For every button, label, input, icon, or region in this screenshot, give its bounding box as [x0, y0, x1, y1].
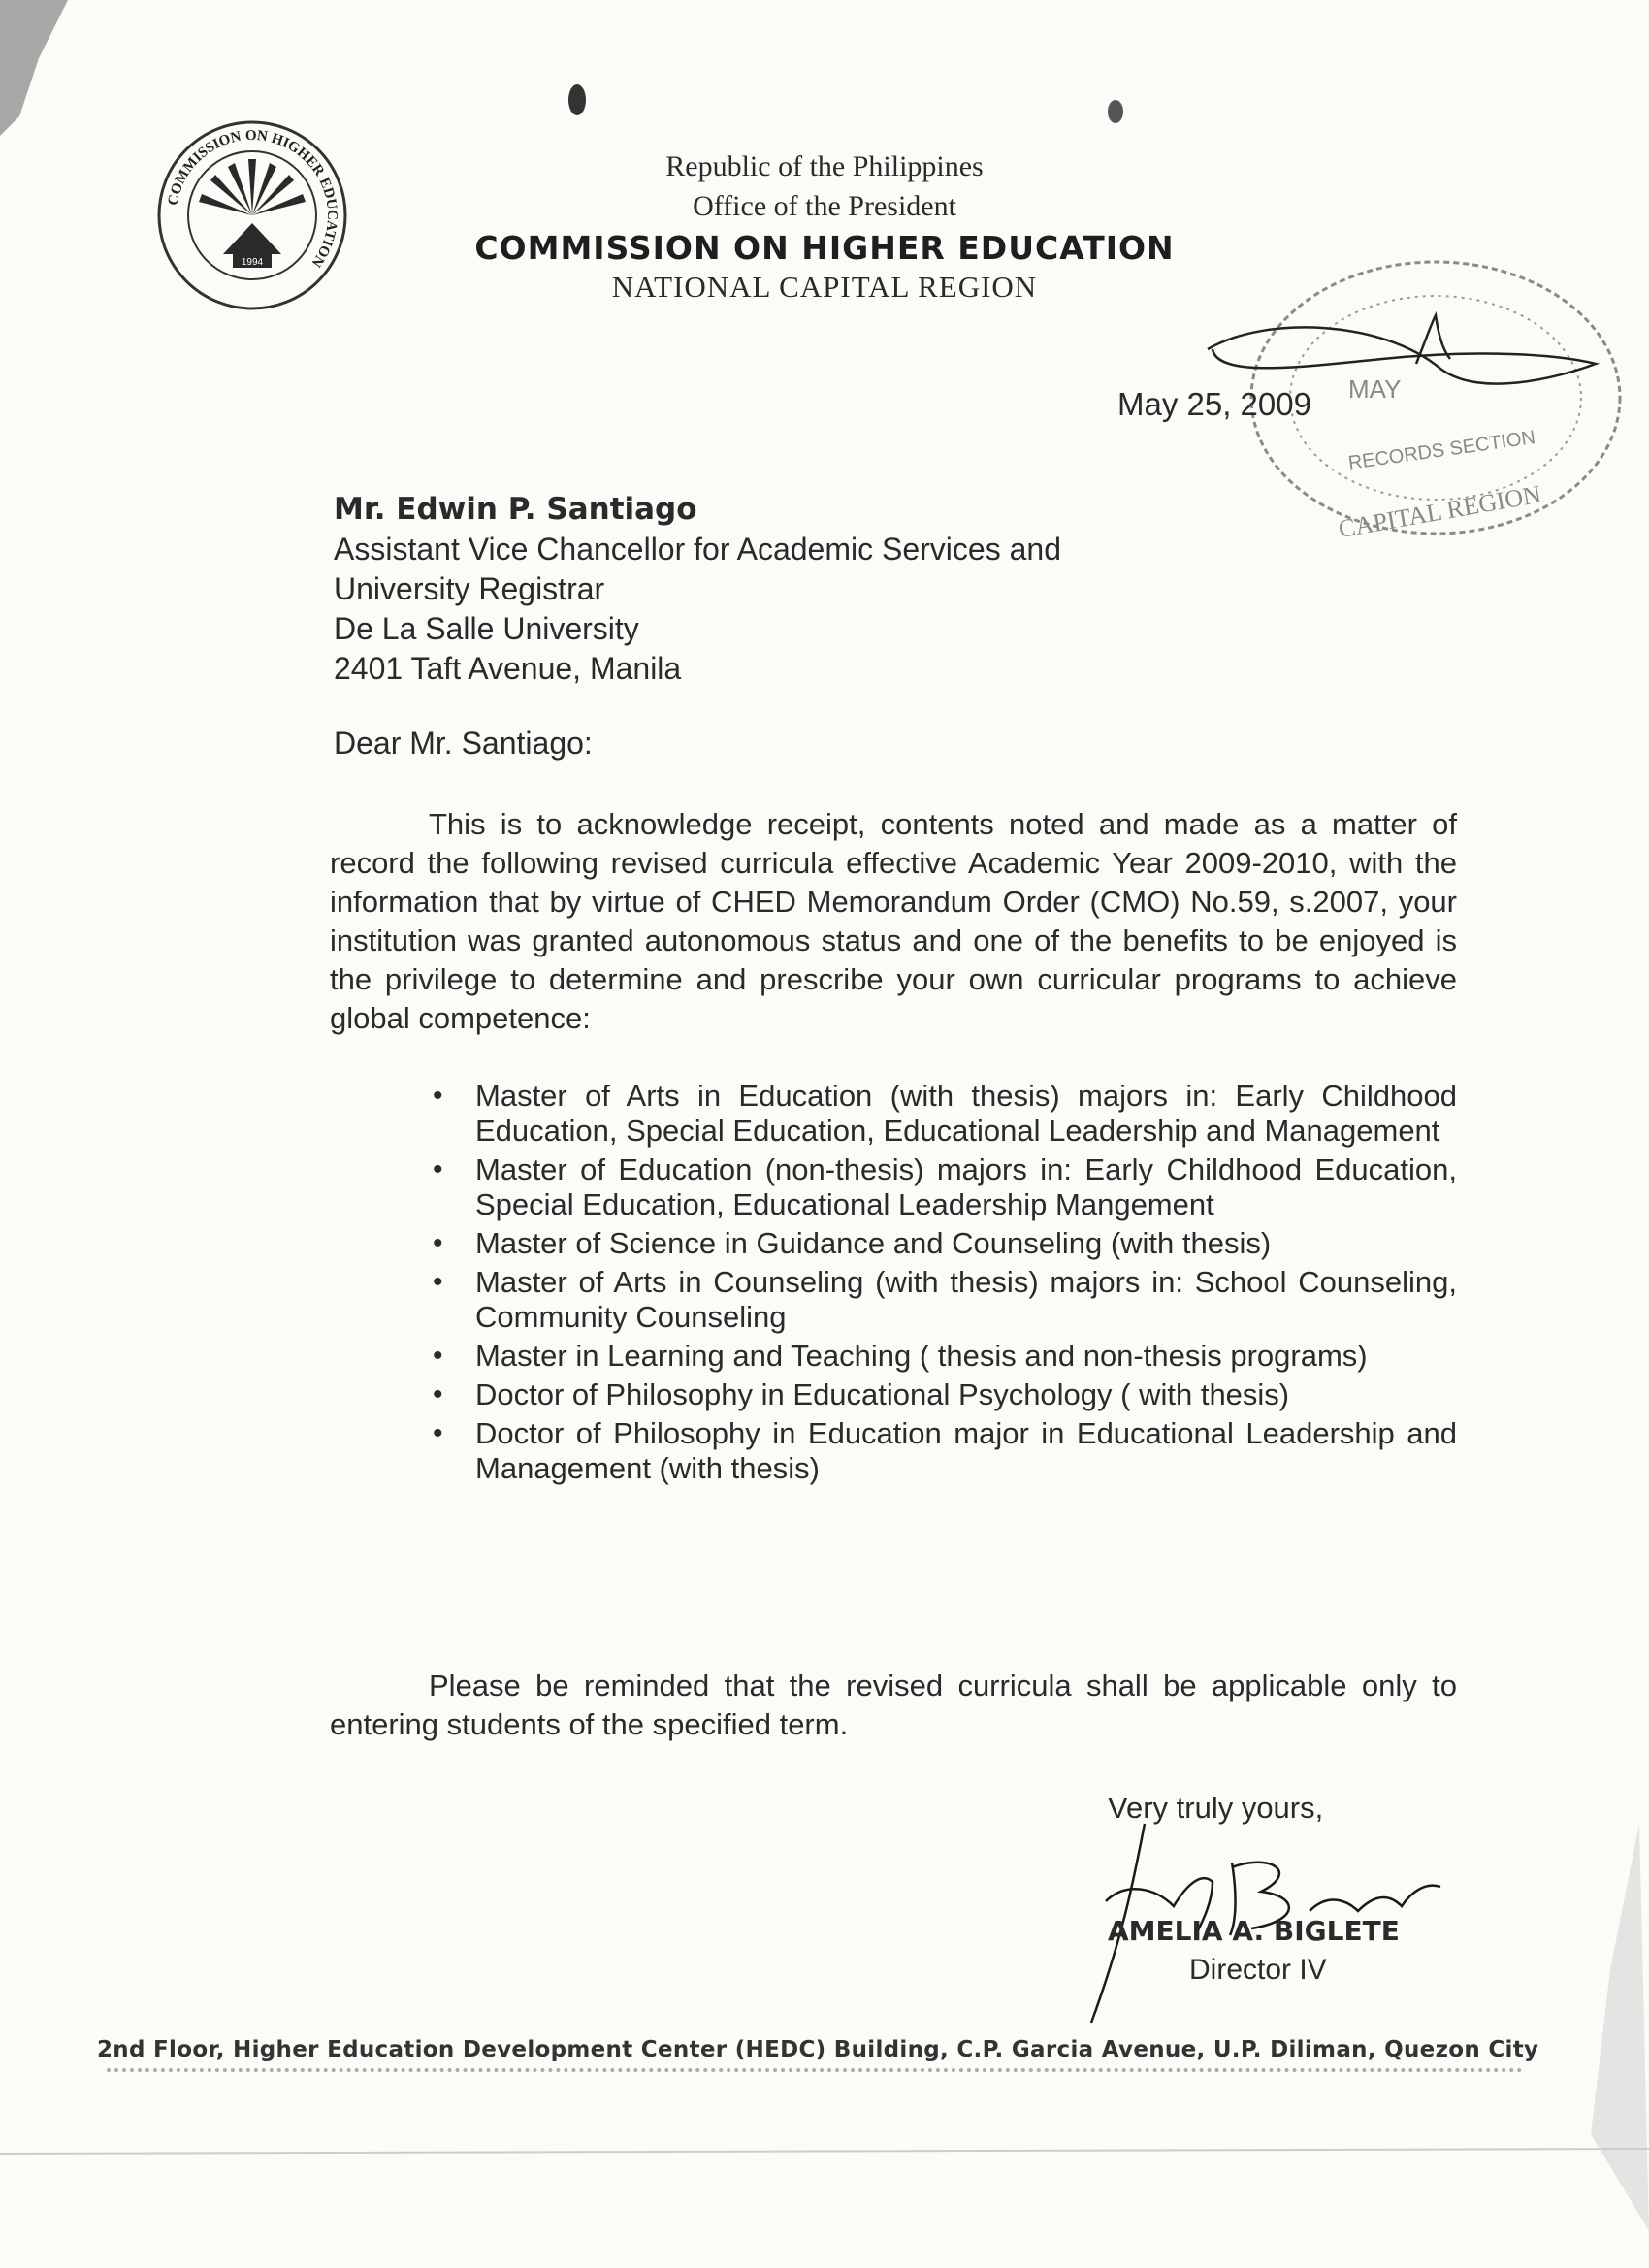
program-list-item: • Master of Arts in Counseling (with thesis) majors in: School Counseling, Community Counseling	[475, 1265, 1457, 1335]
header-region: NATIONAL CAPITAL REGION	[611, 270, 1038, 304]
closing-phrase: Very truly yours,	[1108, 1791, 1324, 1825]
signatory-title: Director IV	[1189, 1954, 1327, 1986]
program-list	[475, 1079, 1457, 1490]
body-paragraph-acknowledgement: This is to acknowledge receipt, contents noted and made as a matter of record the following revised curricula effective Academic Year 2009-2010, with the information that by virtue of CHED Memorandum Order (CMO) No.59, s.2007, your institution was granted autonomous status and one of the benefits to be enjoyed is the privilege to determine and prescribe your own curricular programs to achieve global competence:	[330, 807, 1457, 1035]
stamp-section: RECORDS SECTION	[1346, 427, 1537, 474]
date-initial-scribble	[1188, 310, 1615, 417]
program-list-item: • Master in Learning and Teaching ( thesis and non-thesis programs)	[475, 1339, 1457, 1374]
recipient-title-line2: University Registrar	[334, 571, 605, 606]
recipient-street-address: 2401 Taft Avenue, Manila	[334, 651, 682, 686]
footer-faded-contact-line	[107, 2068, 1523, 2082]
program-list-item: • Master of Education (non-thesis) majors in: Early Childhood Education, Special Education, Educational Leadership Mangement	[475, 1152, 1457, 1222]
recipient-title-line1: Assistant Vice Chancellor for Academic Services and	[334, 532, 1061, 567]
program-list-item: • Master of Science in Guidance and Counseling (with thesis)	[475, 1226, 1457, 1261]
header-office: Office of the President	[693, 190, 956, 222]
footer-address: 2nd Floor, Higher Education Development Center (HEDC) Building, C.P. Garcia Avenue, U.P. Diliman, Quezon City	[97, 2037, 1539, 2062]
letter-date: May 25, 2009	[1117, 386, 1311, 422]
header-republic: Republic of the Philippines	[665, 150, 984, 182]
header-commission: COMMISSION ON HIGHER EDUCATION	[474, 229, 1175, 267]
salutation: Dear Mr. Santiago:	[334, 726, 593, 761]
seal-ring-text: COMMISSION ON HIGHER EDUCATION	[165, 127, 340, 271]
program-list-item: • Master of Arts in Education (with thesis) majors in: Early Childhood Education, Special Education, Educational Leadership and Management	[475, 1079, 1457, 1149]
recipient-name: Mr. Edwin P. Santiago	[334, 492, 697, 527]
stamp-month: MAY	[1348, 374, 1402, 404]
signatory-name: AMELIA A. BIGLETE	[1108, 1915, 1400, 1947]
program-list-item: • Doctor of Philosophy in Education major in Educational Leadership and Management (with thesis)	[475, 1416, 1457, 1486]
recipient-address-block	[334, 490, 1061, 689]
seal-year: 1994	[241, 257, 264, 268]
body-paragraph-reminder: Please be reminded that the revised curricula shall be applicable only to entering students of the specified term.	[330, 1669, 1457, 1741]
stamp-region: CAPITAL REGION	[1336, 479, 1543, 544]
program-list-item: • Doctor of Philosophy in Educational Psychology ( with thesis)	[475, 1377, 1457, 1412]
recipient-institution: De La Salle University	[334, 611, 639, 646]
